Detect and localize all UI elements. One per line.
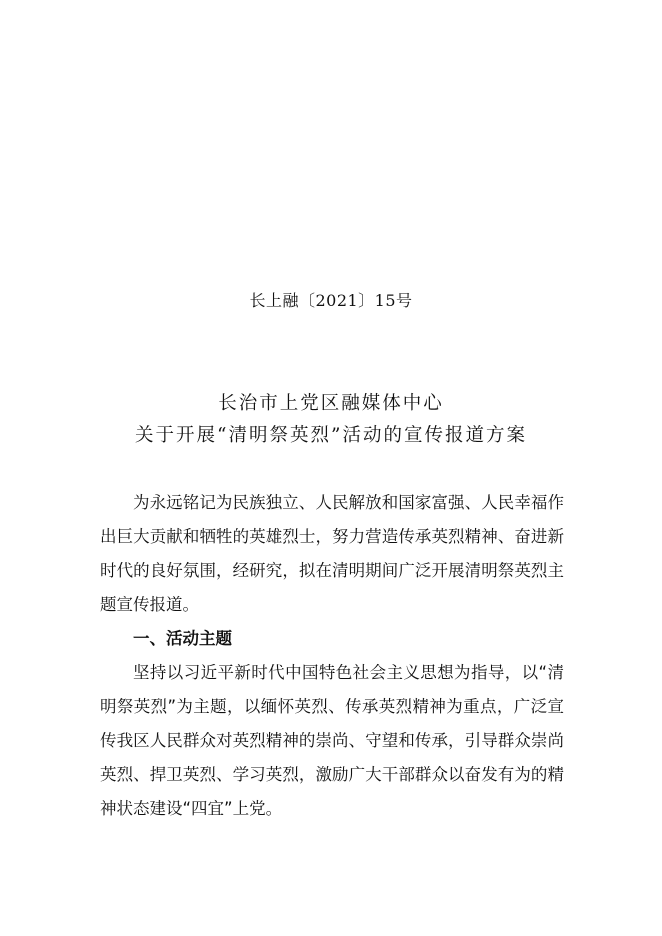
title-line-subject: 关于开展“清明祭英烈”活动的宣传报道方案	[135, 425, 527, 446]
document-title	[0, 388, 662, 452]
section-paragraph-activity-theme: 坚持以习近平新时代中国特色社会主义思想为指导，以“清明祭英烈”为主题，以缅怀英烈、传承英烈精神为重点，广泛宣传我区人民群众对英烈精神的崇尚、守望和传承，引导群众崇尚英烈、捍卫英烈、学习英烈，激励广大干部群众以奋发有为的精神状态建设“四宜”上党。	[100, 663, 564, 818]
section-heading-activity-theme: 一、活动主题	[133, 629, 232, 648]
title-line-organization: 长治市上党区融媒体中心	[218, 393, 444, 414]
document-body	[100, 486, 564, 826]
intro-paragraph: 为永远铭记为民族独立、人民解放和国家富强、人民幸福作出巨大贡献和牺牲的英雄烈士，努力营造传承英烈精神、奋进新时代的良好氛围，经研究，拟在清明期间广泛开展清明祭英烈主题宣传报道。	[100, 493, 564, 614]
document-number: 长上融〔2021〕15号	[249, 291, 413, 310]
